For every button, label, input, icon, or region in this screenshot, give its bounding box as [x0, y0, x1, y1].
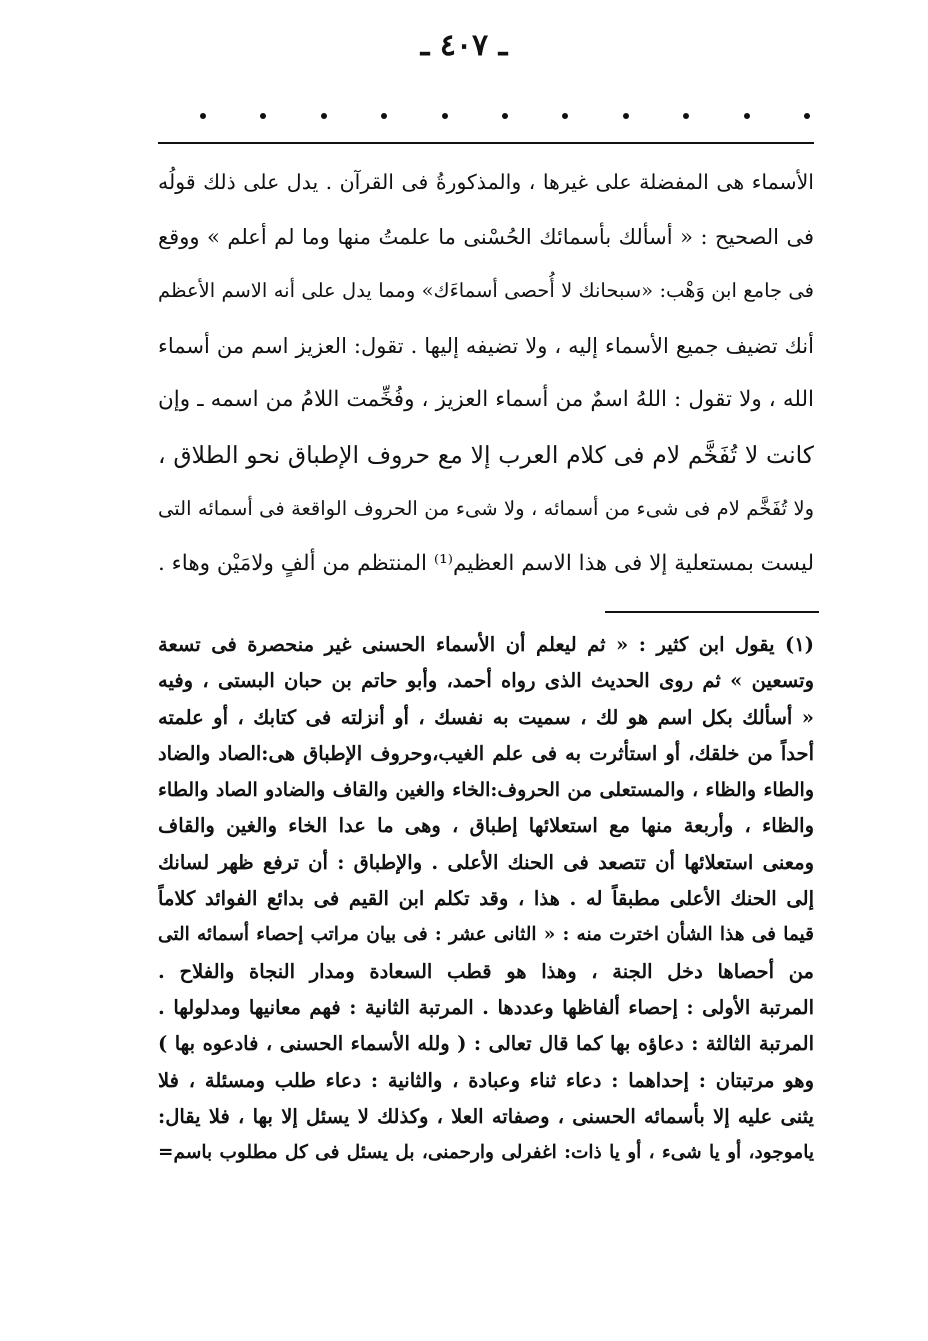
footnotes — [158, 627, 814, 1171]
text-line: كانت لا تُفَخَّم لام فى كلام العرب إلا مع حروف الإطباق نحو الطلاق ، — [158, 440, 814, 469]
dot — [744, 113, 750, 119]
text-line: الله ، ولا تقول : اللهُ اسمٌ من أسماء العزيز ، وفُخِّمت اللامُ من اسمه ـ وإن — [158, 387, 814, 412]
text-line: ولا تُفَخَّم لام فى شىء من أسمائه ، ولا شىء من الحروف الواقعة فى أسمائه التى — [158, 497, 814, 520]
text-line: فى جامع ابن وَهْب: «سبحانك لا أُحصى أسماءَك» ومما يدل على أنه الاسم الأعظم — [158, 279, 814, 302]
dot — [200, 113, 206, 119]
dot — [683, 113, 689, 119]
footnote-line: والظاء ، وأربعة منها مع استعلائها إطباق ، وهى ما عدا الخاء والغين والقاف — [158, 814, 814, 838]
page-number: ـ ٤٠٧ ـ — [420, 28, 508, 63]
footnote-line: من أحصاها دخل الجنة ، وهذا هو قطب السعادة ومدار النجاة والفلاح . — [158, 959, 814, 983]
dot — [562, 113, 568, 119]
footnote-line: المرتبة الثالثة : دعاؤه بها كما قال تعالى : ( ولله الأسماء الحسنى ، فادعوه بها ) — [158, 1032, 814, 1056]
text-line: الأسماء هى المفضلة على غيرها ، والمذكورةُ فى القرآن . يدل على ذلك قولُه — [158, 170, 814, 194]
text-line: فى الصحيح : « أسألك بأسمائك الحُسْنى ما علمتُ منها وما لم أعلم » ووقع — [158, 224, 814, 249]
text-line: ليست بمستعلية إلا فى هذا الاسم العظيم⁽¹⁾ المنتظم من ألفٍ ولامَيْن وهاء . — [158, 550, 814, 576]
footnote-rule — [605, 611, 819, 613]
footnote-line: إلى الحنك الأعلى مطبقاً له . هذا ، وقد تكلم ابن القيم فى بدائع الفوائد كلاماً — [158, 887, 814, 911]
footnote-line: قيما فى هذا الشأن اخترت منه : « الثانى عشر : فى بيان مراتب إحصاء أسمائه التى — [158, 924, 814, 946]
footnote-line: أحداً من خلقك، أو استأثرت به فى علم الغيب،وحروف الإطباق هى:الصاد والضاد — [158, 741, 814, 765]
footnote-line: المرتبة الأولى : إحصاء ألفاظها وعددها . المرتبة الثانية : فهم معانيها ومدلولها . — [158, 995, 814, 1019]
dot — [260, 113, 266, 119]
main-text — [158, 155, 814, 591]
footnote-line: والطاء والظاء ، والمستعلى من الحروف:الخاء والغين والقاف والضادو الصاد والطاء — [158, 779, 814, 802]
footnote-line: ياموجود، أو يا شىء ، أو يا ذات: اغفرلى وارحمنى، بل يسئل فى كل مطلوب باسم= — [158, 1142, 814, 1164]
dot — [804, 113, 810, 119]
footnote-line: « أسألك بكل اسم هو لك ، سميت به نفسك ، أو أنزلته فى كتابك ، أو علمته — [158, 705, 814, 729]
footnote-line: ومعنى استعلائها أن تتصعد فى الحنك الأعلى . والإطباق : أن ترفع ظهر لسانك — [158, 850, 814, 874]
dot — [623, 113, 629, 119]
dot — [321, 113, 327, 119]
footnote-line: وهو مرتبتان : إحداهما : دعاء ثناء وعبادة ، والثانية : دعاء طلب ومسئلة ، فلا — [158, 1068, 814, 1092]
footnote-line: (١) يقول ابن كثير : « ثم ليعلم أن الأسماء الحسنى غير منحصرة فى تسعة — [158, 633, 814, 656]
text-line: أنك تضيف جميع الأسماء إليه ، ولا تضيفه إليها . تقول: العزيز اسم من أسماء — [158, 333, 814, 358]
dot — [442, 113, 448, 119]
dot — [502, 113, 508, 119]
footnote-line: يثنى عليه إلا بأسمائه الحسنى ، وصفاته العلا ، وكذلك لا يسئل إلا بها ، فلا يقال: — [158, 1104, 814, 1128]
dot — [381, 113, 387, 119]
footnote-line: وتسعين » ثم روى الحديث الذى رواه أحمد، وأبو حاتم بن حبان البستى ، وفيه — [158, 669, 814, 693]
ornament-dots — [200, 108, 810, 124]
header-rule — [158, 142, 814, 144]
